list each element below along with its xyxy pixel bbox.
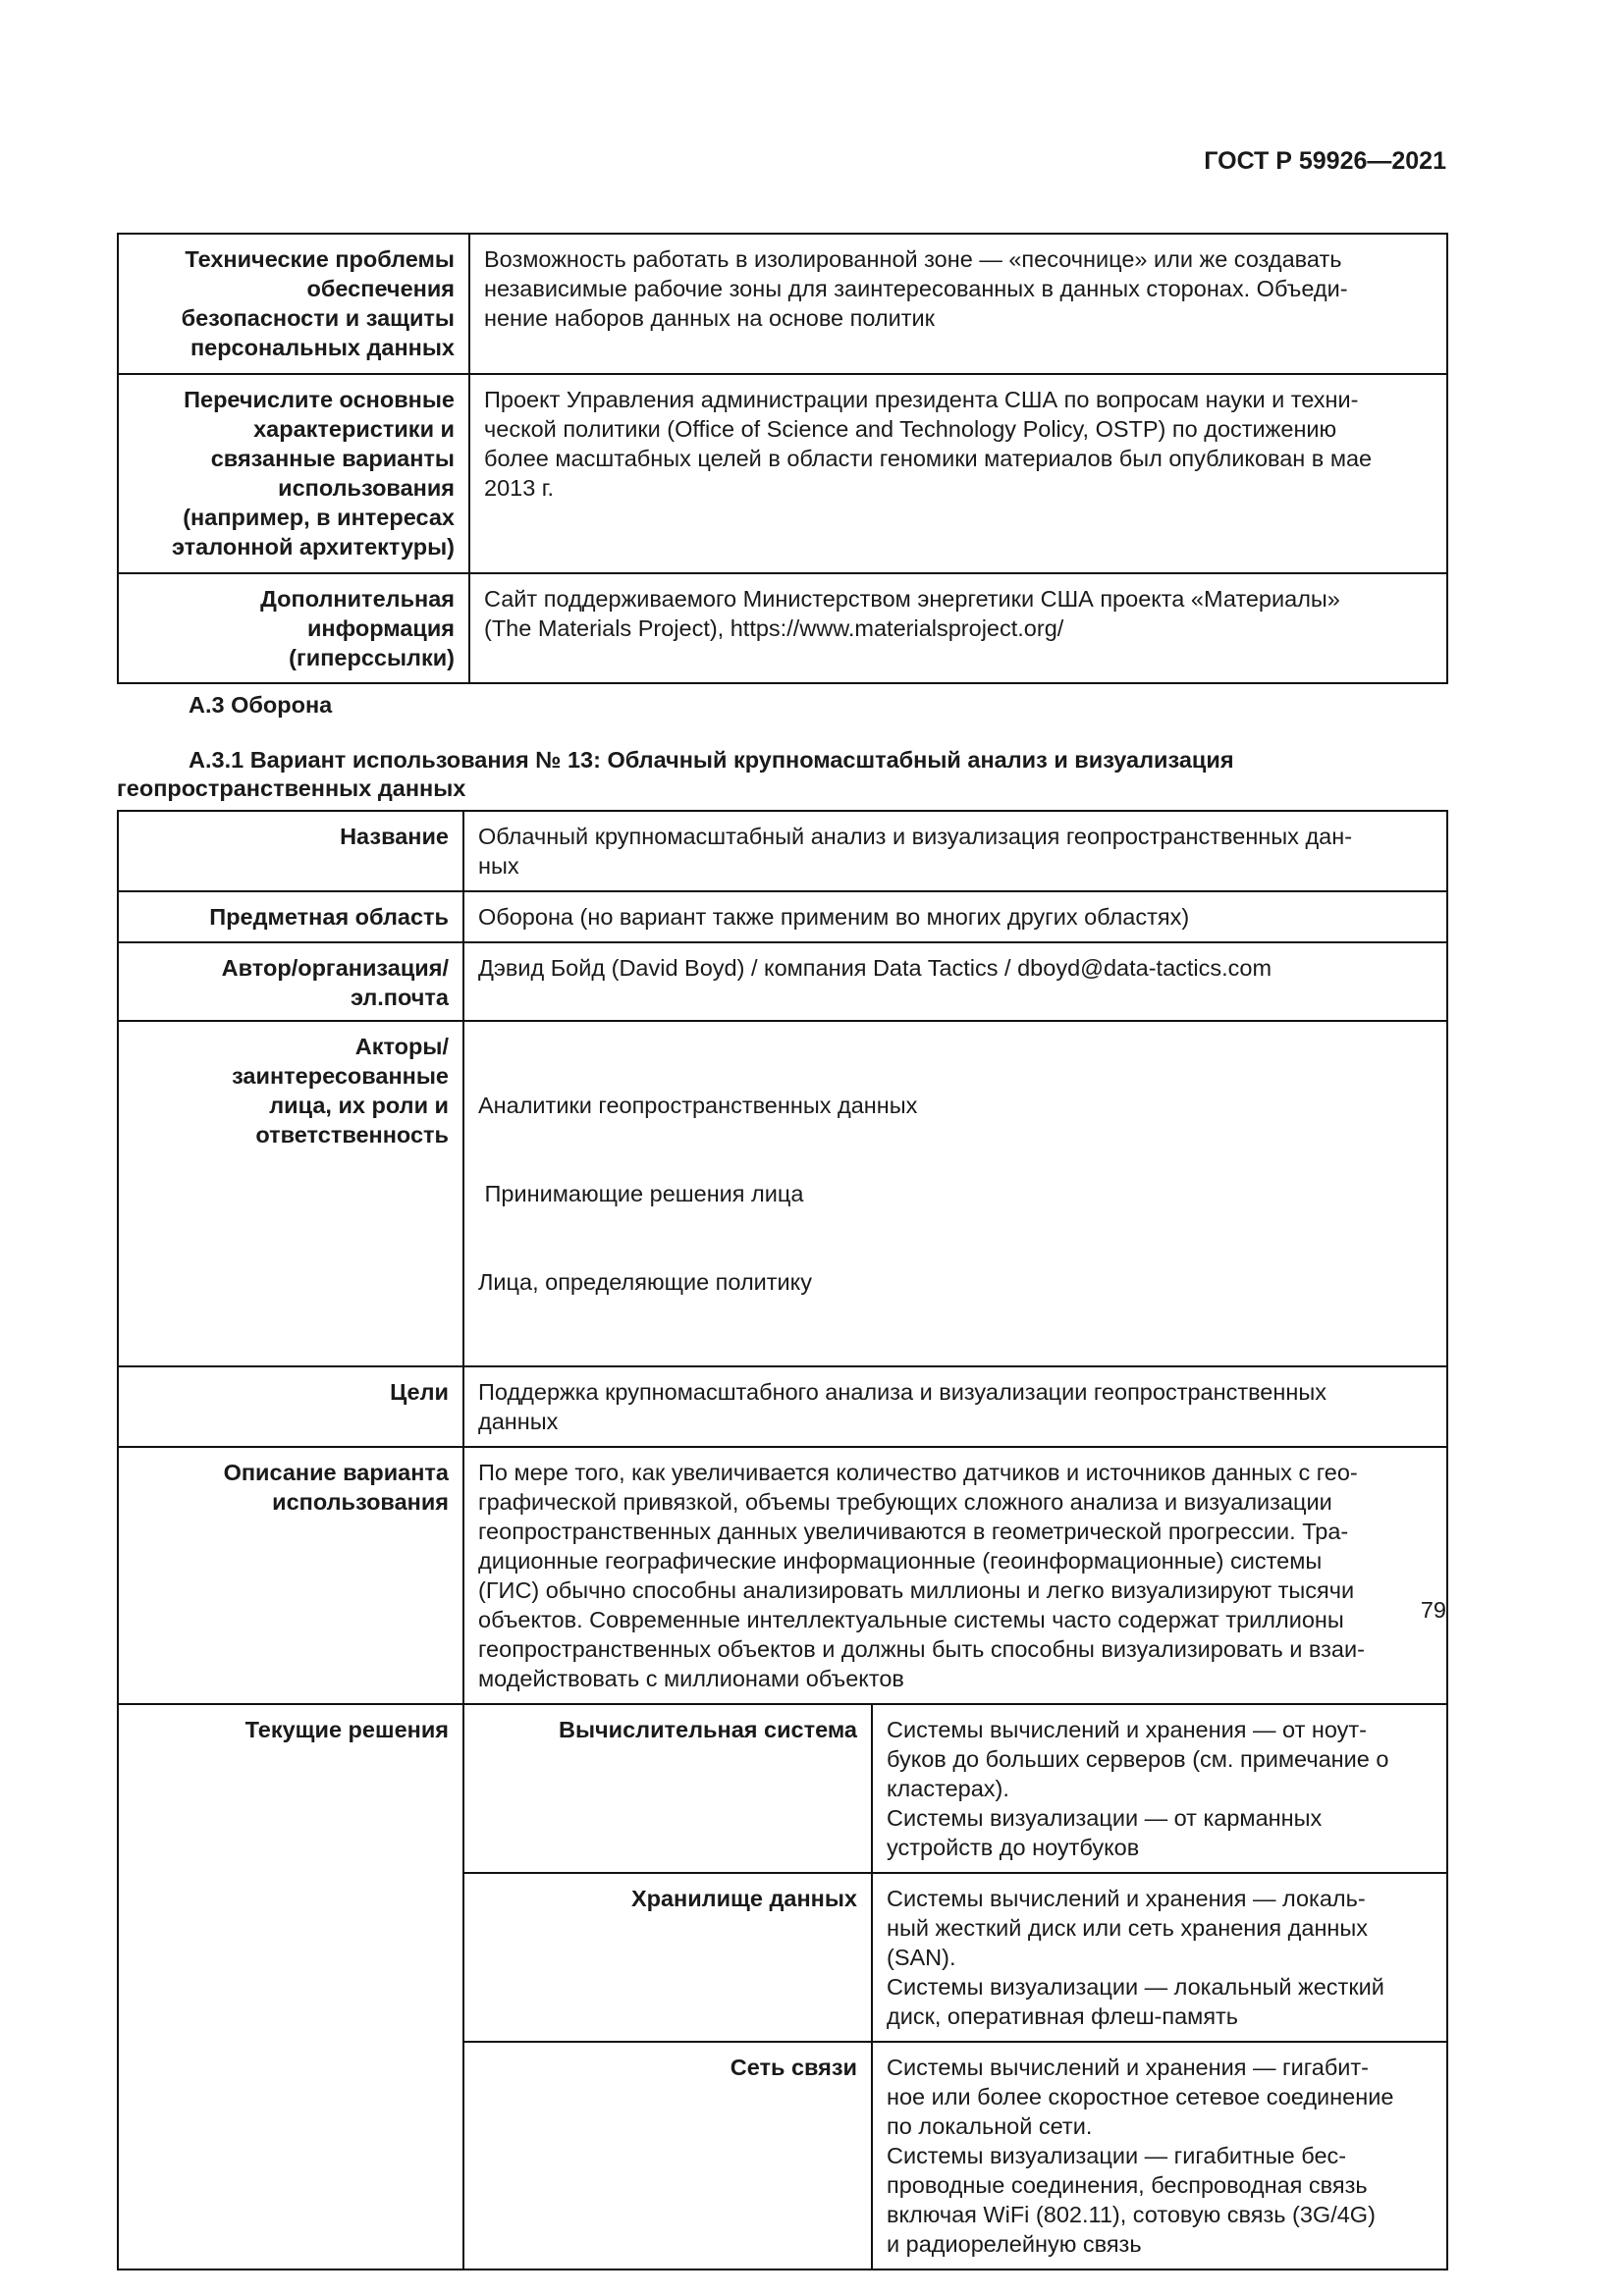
value-line: Возможность работать в изолированной зоне — «песочнице» или же создавать <box>484 246 1342 272</box>
current-solutions-label: Текущие решения <box>118 1704 463 2269</box>
value-line: Лица, определяющие политику <box>478 1269 812 1295</box>
label-line: эталонной архитектуры) <box>171 534 455 560</box>
domain-value: Оборона (но вариант также применим во многих других областях) <box>463 891 1447 942</box>
table-row <box>118 1447 1447 1704</box>
subrow-label: Хранилище данных <box>463 1873 872 2042</box>
row-label <box>118 573 469 683</box>
value-line: кластерах). <box>887 1776 1009 1801</box>
description-value <box>463 1447 1447 1704</box>
label-line: персональных данных <box>189 335 455 360</box>
actors-value <box>463 1021 1447 1366</box>
subrow-value <box>872 2042 1447 2269</box>
value-line: независимые рабочие зоны для заинтересованных в данных сторонах. Объеди- <box>484 276 1348 301</box>
use-case-table <box>117 810 1448 2270</box>
value-line: включая WiFi (802.11), сотовую связь (3G/4G) <box>887 2202 1376 2227</box>
value-line: данных <box>478 1409 559 1434</box>
label-line: ответственность <box>255 1122 449 1148</box>
label-line: использования <box>278 475 455 501</box>
value-line: диск, оперативная флеш-память <box>887 2003 1239 2029</box>
value-line: диционные географические информационные (геоинформационные) системы <box>478 1548 1323 1574</box>
table-row <box>118 1366 1447 1447</box>
subrow-label: Сеть связи <box>463 2042 872 2269</box>
value-line: По мере того, как увеличивается количество датчиков и источников данных с гео- <box>478 1460 1358 1485</box>
value-line: Системы визуализации — локальный жесткий <box>887 1974 1384 2000</box>
table-row <box>118 811 1447 891</box>
row-value <box>469 573 1447 683</box>
value-line: Поддержка крупномасштабного анализа и визуализации геопространственных <box>478 1379 1326 1405</box>
value-line: Системы визуализации — гигабитные бес- <box>887 2143 1347 2168</box>
name-label: Название <box>118 811 463 891</box>
section-title: А.3 Оборона <box>189 692 333 718</box>
value-line: Проект Управления администрации президента США по вопросам науки и техни- <box>484 387 1359 412</box>
row-value <box>469 234 1447 374</box>
label-line: характеристики и <box>253 416 455 442</box>
label-line: заинтересованные <box>232 1063 449 1089</box>
label-line: Описание варианта <box>223 1460 449 1485</box>
value-line: и радиорелейную связь <box>887 2231 1142 2257</box>
label-line: лица, их роли и <box>269 1093 449 1118</box>
description-label <box>118 1447 463 1704</box>
label-line: безопасности и защиты <box>181 305 455 331</box>
value-line: нение наборов данных на основе политик <box>484 305 935 331</box>
label-line: информация <box>306 615 455 641</box>
subrow-label: Вычислительная система <box>463 1704 872 1873</box>
name-value <box>463 811 1447 891</box>
label-line: Автор/организация/ <box>221 955 449 981</box>
row-value <box>469 374 1447 573</box>
table-row <box>118 234 1447 374</box>
label-line: (гиперссылки) <box>289 645 455 670</box>
actors-label <box>118 1021 463 1366</box>
value-line: устройств до ноутбуков <box>887 1835 1140 1860</box>
subsection-title: А.3.1 Вариант использования № 13: Облачный крупномасштабный анализ и визуализация геопространственных данных <box>117 747 1234 801</box>
table-row <box>118 891 1447 942</box>
subrow-value <box>872 1873 1447 2042</box>
value-line: объектов. Современные интеллектуальные системы часто содержат триллионы <box>478 1607 1344 1632</box>
value-line: Аналитики геопространственных данных <box>478 1093 918 1118</box>
label-line: эл.почта <box>350 985 449 1010</box>
label-line: Перечислите основные <box>184 387 455 412</box>
value-line: геопространственных объектов и должны быть способны визуализировать и взаи- <box>478 1636 1365 1662</box>
table-row <box>118 573 1447 683</box>
label-line: Технические проблемы <box>185 246 455 272</box>
value-line: ных <box>478 853 519 879</box>
table-row <box>118 374 1447 573</box>
value-line: Системы вычислений и хранения — гигабит- <box>887 2055 1370 2080</box>
value-line: (ГИС) обычно способны анализировать миллионы и легко визуализируют тысячи <box>478 1577 1355 1603</box>
table-row <box>118 1704 1447 1873</box>
value-line: Принимающие решения лица <box>478 1181 804 1206</box>
table-row <box>118 942 1447 1021</box>
value-line: ный жесткий диск или сеть хранения данных <box>887 1915 1369 1941</box>
value-line: Системы вычислений и хранения — от ноут- <box>887 1717 1367 1742</box>
value-line: проводные соединения, беспроводная связь <box>887 2172 1368 2198</box>
author-value: Дэвид Бойд (David Boyd) / компания Data Tactics / dboyd@data-tactics.com <box>463 942 1447 1021</box>
value-line: Сайт поддерживаемого Министерством энергетики США проекта «Материалы» <box>484 586 1340 612</box>
value-line: 2013 г. <box>484 475 555 501</box>
goals-value <box>463 1366 1447 1447</box>
value-line: графической привязкой, объемы требующих сложного анализа и визуализации <box>478 1489 1332 1515</box>
value-line: модействовать с миллионами объектов <box>478 1666 904 1691</box>
table-row <box>118 1021 1447 1366</box>
value-line: по локальной сети. <box>887 2113 1093 2139</box>
value-line: (SAN). <box>887 1945 956 1970</box>
row-label <box>118 234 469 374</box>
document-code: ГОСТ Р 59926—2021 <box>1204 147 1446 175</box>
label-line: Дополнительная <box>260 586 455 612</box>
value-line: ческой политики (Office of Science and Technology Policy, OSTP) по достижению <box>484 416 1337 442</box>
label-line: (например, в интересах <box>183 505 455 530</box>
value-line: геопространственных данных увеличиваются в геометрической прогрессии. Тра- <box>478 1519 1349 1544</box>
value-line: (The Materials Project), https://www.materialsproject.org/ <box>484 615 1064 641</box>
label-line: Акторы/ <box>354 1034 449 1059</box>
goals-label: Цели <box>118 1366 463 1447</box>
row-label <box>118 374 469 573</box>
value-line: Облачный крупномасштабный анализ и визуализация геопространственных дан- <box>478 824 1353 849</box>
label-line: связанные варианты <box>210 446 455 471</box>
domain-label: Предметная область <box>118 891 463 942</box>
page-number: 79 <box>1420 1597 1446 1623</box>
value-line: Системы вычислений и хранения — локаль- <box>887 1886 1366 1911</box>
characteristics-table <box>117 233 1448 684</box>
label-line: использования <box>272 1489 449 1515</box>
label-line: обеспечения <box>306 276 455 301</box>
author-label <box>118 942 463 1021</box>
subrow-value <box>872 1704 1447 1873</box>
value-line: буков до больших серверов (см. примечание о <box>887 1746 1389 1772</box>
value-line: ное или более скоростное сетевое соединение <box>887 2084 1394 2109</box>
value-line: более масштабных целей в области геномики материалов был опубликован в мае <box>484 446 1373 471</box>
value-line: Системы визуализации — от карманных <box>887 1805 1323 1831</box>
